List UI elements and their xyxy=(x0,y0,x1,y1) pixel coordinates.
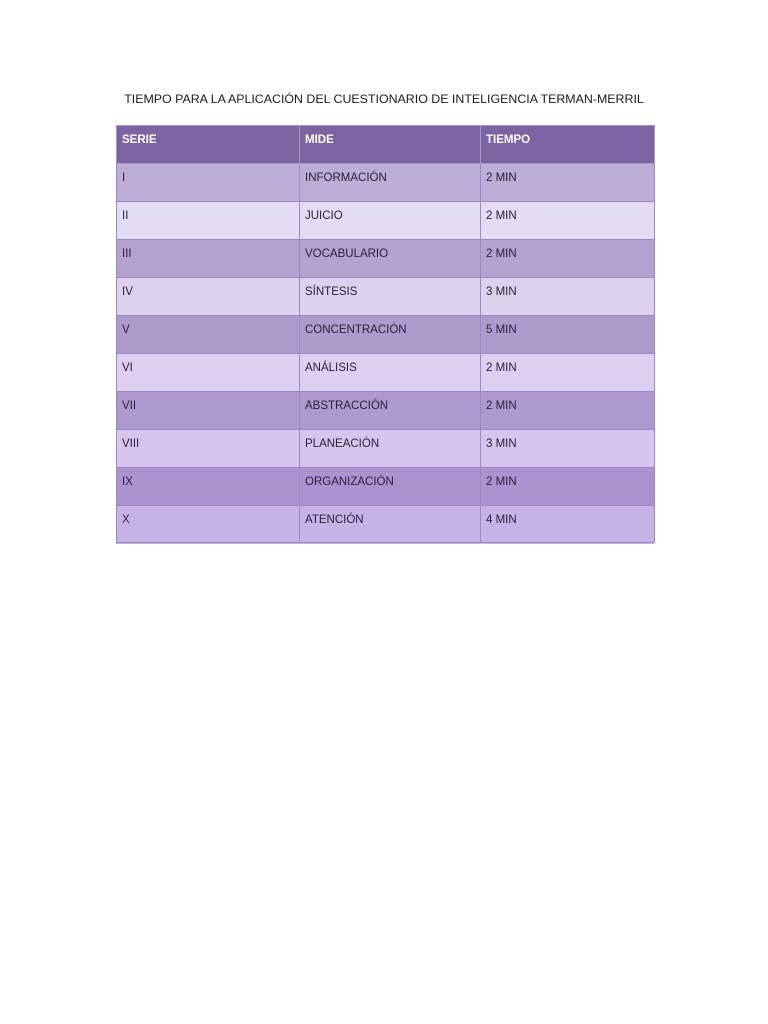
cell-tiempo: 4 MIN xyxy=(481,506,655,543)
table-row xyxy=(117,354,655,392)
table-image xyxy=(116,125,654,544)
cell-serie: VII xyxy=(117,392,300,430)
table-row xyxy=(117,430,655,468)
cell-mide: ABSTRACCIÓN xyxy=(300,392,481,430)
cell-mide: JUICIO xyxy=(300,202,481,240)
cell-tiempo: 2 MIN xyxy=(481,202,655,240)
cell-tiempo: 2 MIN xyxy=(481,164,655,202)
cell-mide: SÍNTESIS xyxy=(300,278,481,316)
header-tiempo: TIEMPO xyxy=(481,126,655,164)
cell-serie: I xyxy=(117,164,300,202)
header-serie: SERIE xyxy=(117,126,300,164)
cell-tiempo: 2 MIN xyxy=(481,240,655,278)
table-row xyxy=(117,392,655,430)
cell-mide: INFORMACIÓN xyxy=(300,164,481,202)
cell-serie: II xyxy=(117,202,300,240)
cell-tiempo: 3 MIN xyxy=(481,278,655,316)
terman-merril-table xyxy=(116,125,655,543)
cell-mide: ATENCIÓN xyxy=(300,506,481,543)
header-mide: MIDE xyxy=(300,126,481,164)
cell-mide: ORGANIZACIÓN xyxy=(300,468,481,506)
cell-mide: VOCABULARIO xyxy=(300,240,481,278)
table-header-row xyxy=(117,126,655,164)
table-row xyxy=(117,164,655,202)
cell-serie: IX xyxy=(117,468,300,506)
cell-tiempo: 2 MIN xyxy=(481,468,655,506)
document-title: TIEMPO PARA LA APLICACIÓN DEL CUESTIONARIO DE INTELIGENCIA TERMAN-MERRIL xyxy=(124,92,644,106)
table-row xyxy=(117,506,655,543)
cell-serie: IV xyxy=(117,278,300,316)
table-row xyxy=(117,202,655,240)
cell-serie: III xyxy=(117,240,300,278)
cell-serie: X xyxy=(117,506,300,543)
table-row xyxy=(117,278,655,316)
cell-serie: VIII xyxy=(117,430,300,468)
cell-mide: ANÁLISIS xyxy=(300,354,481,392)
table-row xyxy=(117,240,655,278)
cell-mide: CONCENTRACIÓN xyxy=(300,316,481,354)
table-row xyxy=(117,316,655,354)
cell-tiempo: 2 MIN xyxy=(481,392,655,430)
cell-serie: VI xyxy=(117,354,300,392)
cell-mide: PLANEACIÓN xyxy=(300,430,481,468)
cell-tiempo: 2 MIN xyxy=(481,354,655,392)
table-row xyxy=(117,468,655,506)
cell-tiempo: 5 MIN xyxy=(481,316,655,354)
cell-serie: V xyxy=(117,316,300,354)
cell-tiempo: 3 MIN xyxy=(481,430,655,468)
